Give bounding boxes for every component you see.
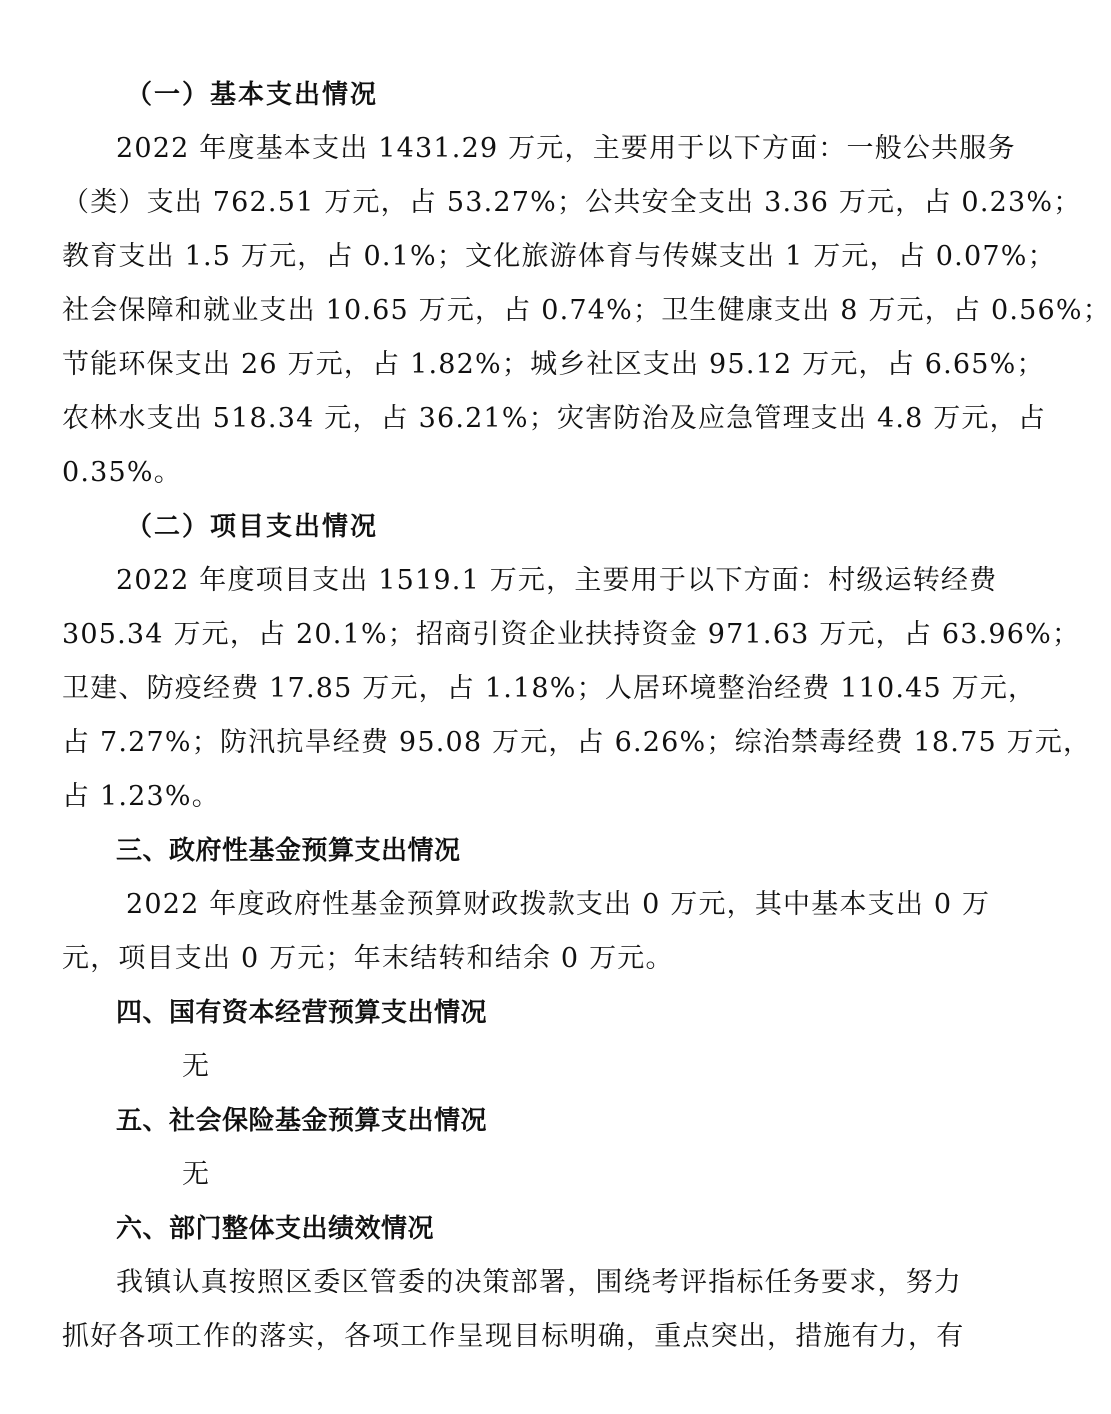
project-paragraph-line: 卫建、防疫经费 17.85 万元，占 1.18%；人居环境整治经费 110.45 万元， <box>62 673 1037 704</box>
project-paragraph-line: 2022 年度项目支出 1519.1 万元，主要用于以下方面：村级运转经费 <box>116 565 998 596</box>
performance-paragraph-line: 抓好各项工作的落实，各项工作呈现目标明确，重点突出，措施有力，有 <box>62 1321 965 1352</box>
performance-heading: 六、部门整体支出绩效情况 <box>116 1214 435 1244</box>
basic-expenditure-heading: （一）基本支出情况 <box>126 80 379 110</box>
state-capital-body: 无 <box>182 1051 211 1082</box>
basic-paragraph-line: 0.35%。 <box>62 457 182 488</box>
document-page <box>62 68 1111 1364</box>
basic-paragraph-line: 节能环保支出 26 万元，占 1.82%；城乡社区支出 95.12 万元，占 6.65%； <box>62 349 1045 380</box>
basic-paragraph-line: 教育支出 1.5 万元，占 0.1%；文化旅游体育与传媒支出 1 万元，占 0.07%； <box>62 241 1056 272</box>
basic-paragraph-line: 社会保障和就业支出 10.65 万元，占 0.74%；卫生健康支出 8 万元，占 0.56%； <box>62 295 1111 326</box>
gov-fund-heading: 三、政府性基金预算支出情况 <box>116 836 461 866</box>
basic-paragraph-line: 2022 年度基本支出 1431.29 万元，主要用于以下方面：一般公共服务 <box>116 133 1016 164</box>
social-insurance-body: 无 <box>182 1159 211 1190</box>
basic-paragraph-line: 农林水支出 518.34 元，占 36.21%；灾害防治及应急管理支出 4.8 万元，占 <box>62 403 1047 434</box>
basic-paragraph-line: （类）支出 762.51 万元，占 53.27%；公共安全支出 3.36 万元，占 0.23%； <box>62 187 1082 218</box>
gov-fund-paragraph-line: 2022 年度政府性基金预算财政拨款支出 0 万元，其中基本支出 0 万 <box>126 889 991 920</box>
project-paragraph-line: 占 1.23%。 <box>62 781 220 812</box>
project-paragraph-line: 305.34 万元，占 20.1%；招商引资企业扶持资金 971.63 万元，占 63.96%； <box>62 619 1081 650</box>
project-paragraph-line: 占 7.27%；防汛抗旱经费 95.08 万元，占 6.26%；综治禁毒经费 18.75 万元， <box>62 727 1092 758</box>
performance-paragraph-line: 我镇认真按照区委区管委的决策部署，围绕考评指标任务要求，努力 <box>116 1267 962 1298</box>
gov-fund-paragraph-line: 元，项目支出 0 万元；年末结转和结余 0 万元。 <box>62 943 674 974</box>
state-capital-heading: 四、国有资本经营预算支出情况 <box>116 998 488 1028</box>
project-expenditure-heading: （二）项目支出情况 <box>126 512 379 542</box>
social-insurance-heading: 五、社会保险基金预算支出情况 <box>116 1106 488 1136</box>
